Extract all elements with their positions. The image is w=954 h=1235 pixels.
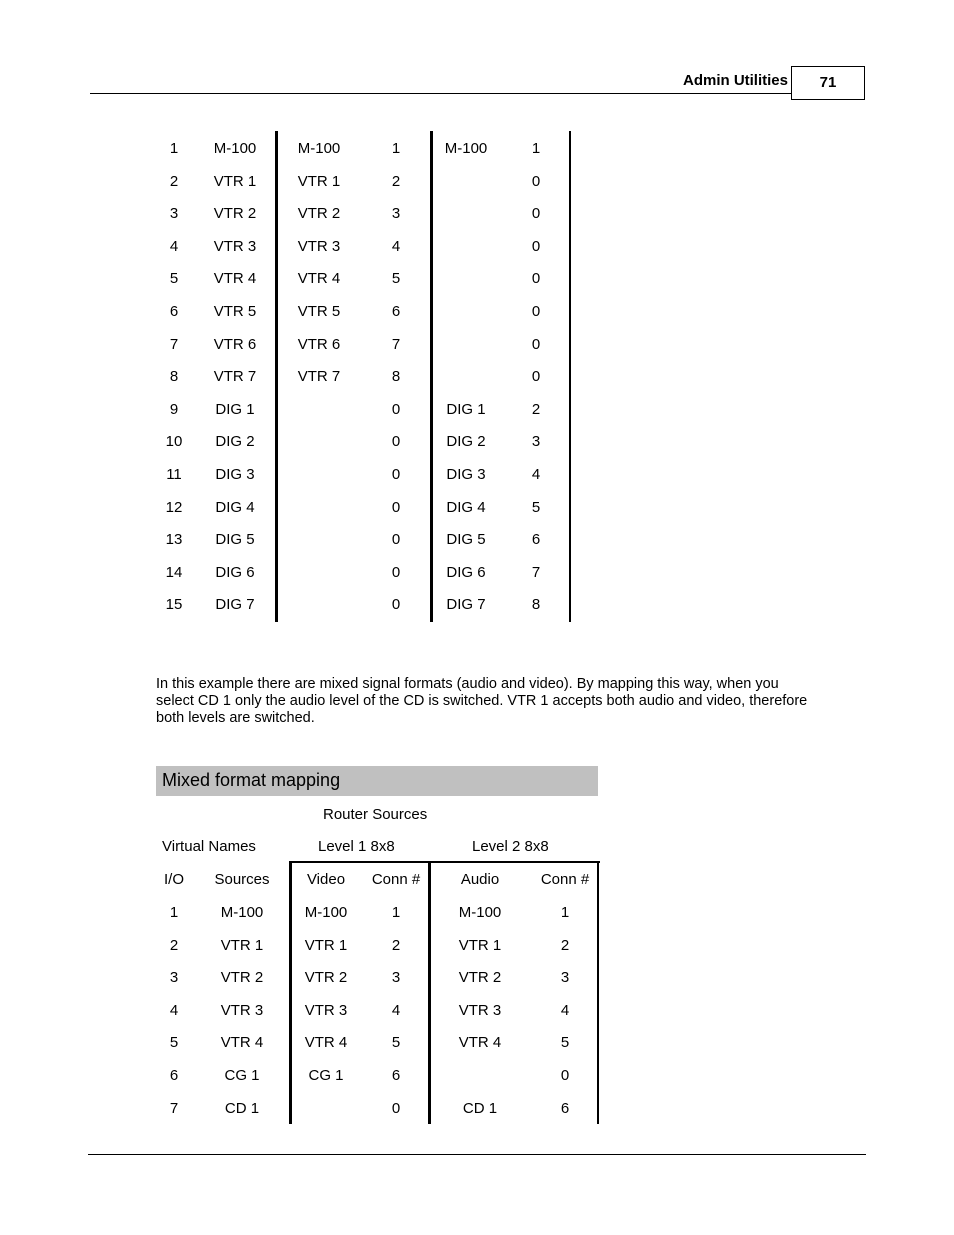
table1-cell-source: VTR 2 <box>213 205 257 223</box>
table2-cell-video: CG 1 <box>308 1067 344 1084</box>
table2-cell-video-conn: 6 <box>391 1067 401 1084</box>
table2-cell-io: 1 <box>169 904 179 921</box>
table2-cell-video: VTR 2 <box>304 969 348 987</box>
table1-cell-level1-conn: 0 <box>391 466 401 483</box>
table2-cell-source: CG 1 <box>224 1067 260 1084</box>
router-sources-caption: Router Sources <box>323 806 428 823</box>
table2-cell-video-conn: 2 <box>391 936 401 954</box>
table1-cell-level1-name: VTR 3 <box>297 237 341 255</box>
table1-cell-level1-conn: 6 <box>391 303 401 320</box>
table1-cell-level2-conn: 0 <box>531 335 541 353</box>
table1-cell-level2-name: DIG 1 <box>446 400 486 418</box>
table1-cell-level2-name: DIG 4 <box>446 498 486 516</box>
table1-cell-level2-name: DIG 6 <box>446 563 486 581</box>
table1-cell-level1-name: VTR 7 <box>297 368 341 386</box>
table1-cell-source: M-100 <box>213 140 257 157</box>
table1-cell-level2-conn: 7 <box>531 563 541 581</box>
table1-cell-level2-conn: 0 <box>531 237 541 255</box>
table1-cell-source: DIG 2 <box>215 433 255 451</box>
table2-cell-video: VTR 3 <box>304 1001 348 1019</box>
table1-cell-index: 6 <box>169 303 179 320</box>
table2-cell-video: M-100 <box>304 904 348 921</box>
table2-cell-io: 2 <box>169 936 179 954</box>
table1-cell-index: 10 <box>165 433 183 451</box>
table1-cell-level2-conn: 3 <box>531 433 541 451</box>
table1-cell-level2-conn: 4 <box>531 466 541 483</box>
table1-cell-level1-name: VTR 6 <box>297 335 341 353</box>
table1-cell-index: 1 <box>169 140 179 157</box>
table2-cell-audio-conn: 0 <box>560 1067 570 1084</box>
table2-top-rule <box>290 861 600 863</box>
table2-cell-video-conn: 3 <box>391 969 401 987</box>
table2-header-audio-conn: Conn # <box>540 871 590 888</box>
table2-header-audio: Audio <box>460 871 500 888</box>
table2-header-io: I/O <box>163 871 184 888</box>
table2-header-video: Video <box>306 871 346 888</box>
table1-cell-source: DIG 7 <box>215 596 255 614</box>
table2-cell-audio-conn: 3 <box>560 969 570 987</box>
table1-cell-level2-conn: 5 <box>531 498 541 516</box>
table1-cell-level1-name: M-100 <box>297 140 341 157</box>
table1-cell-source: VTR 1 <box>213 172 257 190</box>
paragraph-line-1: In this example there are mixed signal formats (audio and video). By mapping this way, when you <box>156 676 779 692</box>
table2-cell-video: VTR 4 <box>304 1034 348 1052</box>
footer-rule <box>88 1154 866 1155</box>
table1-cell-source: DIG 3 <box>215 466 255 483</box>
table2-cell-io: 5 <box>169 1034 179 1052</box>
table1-cell-index: 15 <box>165 596 183 614</box>
table1-cell-source: VTR 7 <box>213 368 257 386</box>
table1-cell-source: VTR 5 <box>213 303 257 320</box>
table1-cell-index: 5 <box>169 270 179 288</box>
table1-cell-level2-name: DIG 7 <box>446 596 486 614</box>
table1-cell-index: 7 <box>169 335 179 353</box>
table1-cell-level2-conn: 0 <box>531 172 541 190</box>
table1-cell-level2-name: DIG 2 <box>446 433 486 451</box>
table1-cell-level1-name: VTR 4 <box>297 270 341 288</box>
table1-cell-level2-name: DIG 3 <box>446 466 486 483</box>
level1-caption: Level 1 8x8 <box>318 838 395 855</box>
table1-cell-level2-conn: 6 <box>531 531 541 549</box>
table1-cell-source: DIG 1 <box>215 400 255 418</box>
table1-cell-index: 12 <box>165 498 183 516</box>
table2-cell-source: M-100 <box>220 904 264 921</box>
table1-cell-index: 14 <box>165 563 183 581</box>
table2-cell-source: VTR 1 <box>220 936 264 954</box>
table1-cell-level2-name: DIG 5 <box>446 531 486 549</box>
table1-cell-level1-name: VTR 2 <box>297 205 341 223</box>
table2-divider-right <box>597 861 599 1124</box>
section-heading: Mixed format mapping <box>162 770 341 790</box>
table1-cell-level1-conn: 1 <box>391 140 401 157</box>
table2-cell-video-conn: 1 <box>391 904 401 921</box>
table2-cell-audio: VTR 1 <box>458 936 502 954</box>
table1-cell-source: VTR 3 <box>213 237 257 255</box>
paragraph-line-2: select CD 1 only the audio level of the CD is switched. VTR 1 accepts both audio and video, therefore <box>156 693 808 710</box>
table1-cell-level1-conn: 0 <box>391 433 401 451</box>
table2-cell-audio: CD 1 <box>462 1099 498 1117</box>
table1-cell-source: DIG 4 <box>215 498 255 516</box>
table2-cell-audio: VTR 3 <box>458 1001 502 1019</box>
table2-cell-video-conn: 4 <box>391 1001 401 1019</box>
virtual-names-caption: Virtual Names <box>162 838 256 855</box>
table1-cell-level1-conn: 4 <box>391 237 401 255</box>
table2-cell-video: VTR 1 <box>304 936 348 954</box>
paragraph-line-3: both levels are switched. <box>156 710 315 727</box>
table2-cell-audio: VTR 2 <box>458 969 502 987</box>
table1-cell-source: DIG 6 <box>215 563 255 581</box>
level2-caption: Level 2 8x8 <box>472 838 549 855</box>
table1-cell-level2-conn: 8 <box>531 596 541 614</box>
table2-cell-source: VTR 2 <box>220 969 264 987</box>
table1-cell-index: 4 <box>169 237 179 255</box>
table2-cell-io: 7 <box>169 1099 179 1117</box>
table2-cell-audio-conn: 4 <box>560 1001 570 1019</box>
table2-divider-middle <box>428 861 431 1124</box>
table1-cell-level2-name: M-100 <box>444 140 488 157</box>
table2-cell-audio-conn: 6 <box>560 1099 570 1117</box>
table1-cell-level1-name: VTR 5 <box>297 303 341 320</box>
table1-cell-level1-conn: 0 <box>391 400 401 418</box>
page-number: 71 <box>791 66 865 100</box>
table2-header-video-conn: Conn # <box>371 871 421 888</box>
table2-cell-source: VTR 3 <box>220 1001 264 1019</box>
table1-cell-index: 2 <box>169 172 179 190</box>
table1-cell-index: 9 <box>169 400 179 418</box>
table2-cell-audio-conn: 1 <box>560 904 570 921</box>
table1-cell-level2-conn: 0 <box>531 205 541 223</box>
table1-cell-source: VTR 4 <box>213 270 257 288</box>
table1-cell-index: 3 <box>169 205 179 223</box>
table1-cell-level2-conn: 0 <box>531 303 541 320</box>
table2-cell-video-conn: 5 <box>391 1034 401 1052</box>
table1-cell-level2-conn: 0 <box>531 270 541 288</box>
table1-cell-level1-conn: 2 <box>391 172 401 190</box>
table2-cell-audio: M-100 <box>458 904 502 921</box>
table1-cell-level2-conn: 2 <box>531 400 541 418</box>
table1-cell-level1-conn: 0 <box>391 498 401 516</box>
table1-cell-index: 8 <box>169 368 179 386</box>
table1-cell-source: VTR 6 <box>213 335 257 353</box>
table2-cell-io: 6 <box>169 1067 179 1084</box>
table1-cell-level1-conn: 0 <box>391 531 401 549</box>
table2-header-source: Sources <box>214 871 270 888</box>
table1-cell-level1-conn: 8 <box>391 368 401 386</box>
table1-cell-level1-conn: 0 <box>391 563 401 581</box>
table2-cell-video-conn: 0 <box>391 1099 401 1117</box>
table2-cell-io: 4 <box>169 1001 179 1019</box>
running-header-title: Admin Utilities <box>682 72 788 89</box>
table2-divider-left <box>289 861 292 1124</box>
table2-cell-source: VTR 4 <box>220 1034 264 1052</box>
table2-cell-source: CD 1 <box>224 1099 260 1117</box>
table1-cell-index: 11 <box>166 466 182 483</box>
table1-cell-level1-conn: 0 <box>391 596 401 614</box>
table1-cell-source: DIG 5 <box>215 531 255 549</box>
table1-cell-level2-conn: 0 <box>531 368 541 386</box>
table1-cell-level1-conn: 5 <box>391 270 401 288</box>
table2-cell-audio-conn: 2 <box>560 936 570 954</box>
table2-cell-audio: VTR 4 <box>458 1034 502 1052</box>
table1-cell-level1-conn: 7 <box>391 335 401 353</box>
table2-cell-audio-conn: 5 <box>560 1034 570 1052</box>
table1-cell-level1-name: VTR 1 <box>297 172 341 190</box>
table1-cell-index: 13 <box>165 531 183 549</box>
table1-cell-level1-conn: 3 <box>391 205 401 223</box>
table2-cell-io: 3 <box>169 969 179 987</box>
table1-cell-level2-conn: 1 <box>531 140 541 157</box>
